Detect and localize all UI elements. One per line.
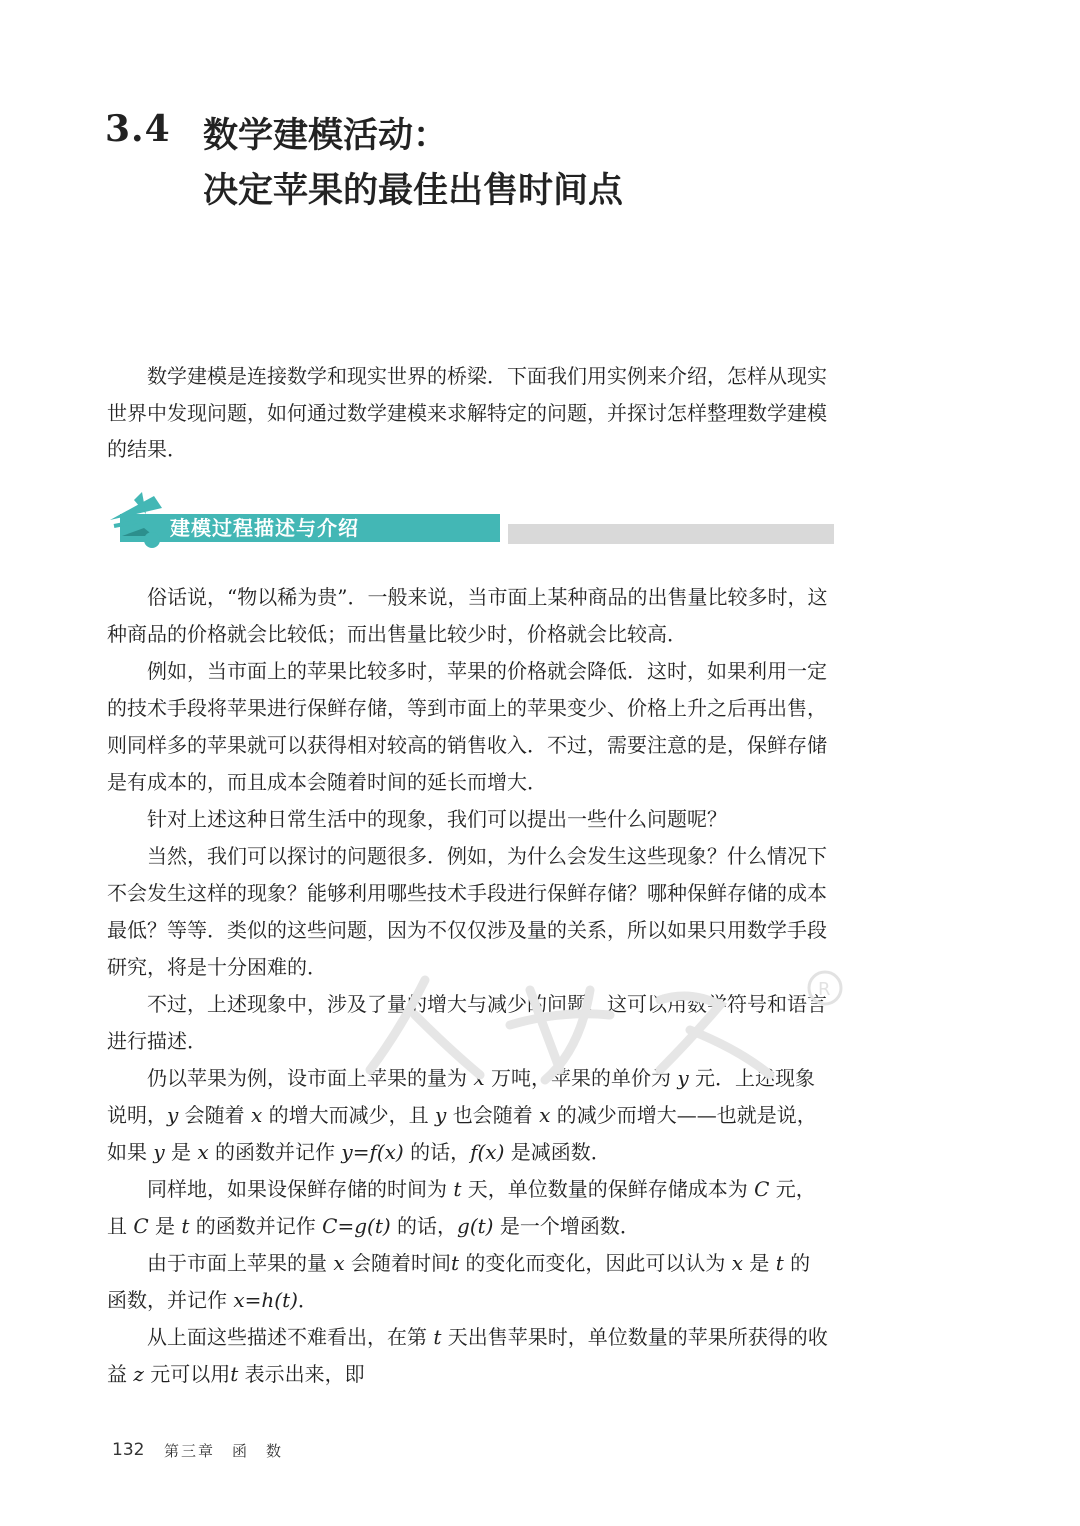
paragraph: 俗话说，“物以稀为贵”．一般来说，当市面上某种商品的出售量比较多时，这种商品的价格就会比较低；而出售量比较少时，价格就会比较高． [107,585,828,646]
paragraph: 不过，上述现象中，涉及了量的增大与减少的问题，这可以用数学符号和语言进行描述． [107,992,827,1053]
paragraph-revenue: 从上面这些描述不难看出，在第 t 天出售苹果时，单位数量的苹果所获得的收益 z 元可以用t 表示出来，即 [107,1325,828,1386]
intro-paragraph [107,358,829,468]
paragraph: 例如，当市面上的苹果比较多时，苹果的价格就会降低．这时，如果利用一定的技术手段将苹果进行保鲜存储，等到市面上的苹果变少、价格上升之后再出售，则同样多的苹果就可以获得相对较高的销售收入．不过，需要注意的是，保鲜存储是有成本的，而且成本会随着时间的延长而增大． [107,659,827,794]
paragraph: 当然，我们可以探讨的问题很多．例如，为什么会发生这些现象？什么情况下不会发生这样的现象？能够利用哪些技术手段进行保鲜存储？哪种保鲜存储的成本最低？等等．类似的这些问题，因为不仅仅涉及量的关系，所以如果只用数学手段研究，将是十分困难的． [107,844,827,979]
chapter-label: 第三章 函 数 [164,1442,284,1460]
publisher-watermark [330,960,850,1100]
page-footer [112,1440,284,1460]
paragraph-quantity-time: 由于市面上苹果的量 x 会随着时间t 的变化而变化，因此可以认为 x 是 t 的函数，并记作 x=h(t)． [107,1251,811,1312]
section-number: 3.4 [105,108,171,150]
section-title [203,108,623,218]
page-number: 132 [112,1440,145,1460]
intro-text: 数学建模是连接数学和现实世界的桥梁．下面我们用实例来介绍，怎样从现实世界中发现问题，如何通过数学建模来求解特定的问题，并探讨怎样整理数学建模的结果． [107,364,827,461]
paragraph: 针对上述这种日常生活中的现象，我们可以提出一些什么问题呢？ [147,807,727,831]
section-title-line1: 数学建模活动： [203,115,449,156]
banner-gray-bar [508,524,834,544]
paragraph-apple-function: 仍以苹果为例，设市面上苹果的量为 x 万吨，苹果的单价为 y 元．上述现象说明，y 会随着 x 的增大而减少，且 y 也会随着 x 的减少而增大——也就是说，如果 y 是 x 的函数并记作 y=f(x) 的话，f(x) 是减函数． [107,1066,817,1164]
svg-text:R: R [818,979,831,1000]
banner-label: 建模过程描述与介绍 [170,516,359,540]
section-title-line2: 决定苹果的最佳出售时间点 [203,170,624,211]
modeling-logo-icon [104,490,174,552]
paragraph-storage-cost: 同样地，如果设保鲜存储的时间为 t 天，单位数量的保鲜存储成本为 C 元，且 C 是 t 的函数并记作 C=g(t) 的话，g(t) 是一个增函数． [107,1177,816,1238]
topic-banner [104,490,834,555]
